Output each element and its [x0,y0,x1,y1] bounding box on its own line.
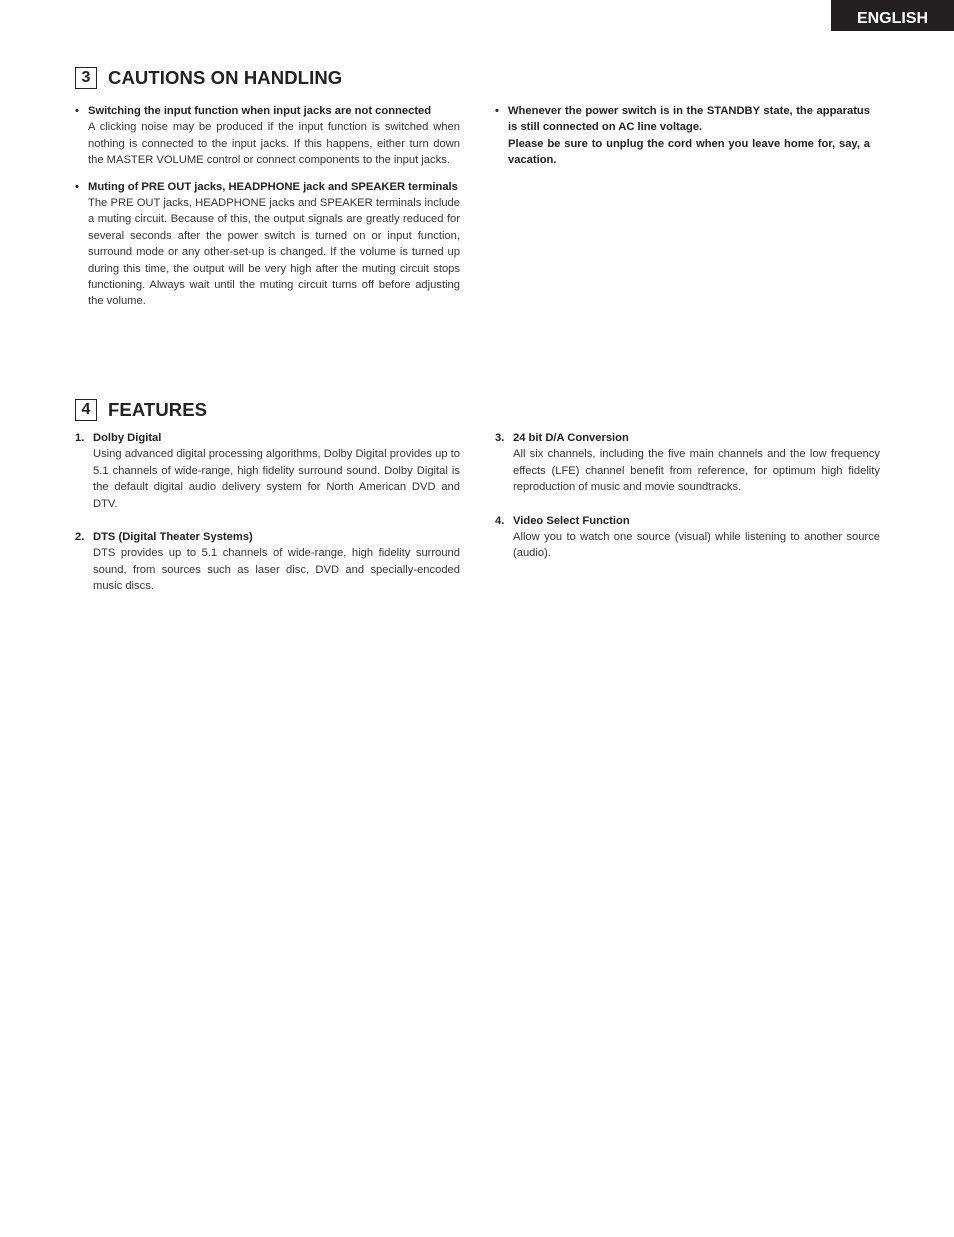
feature-item [495,430,880,496]
features-left-column [75,430,460,612]
cautions-left-column [75,103,460,320]
language-tab: ENGLISH [831,0,954,31]
feature-body: All six channels, including the five main channels and the low frequency effects (LFE) channel benefit from reference, for optimum high fidelity reproduction of music and movie soundtracks. [513,448,880,494]
feature-heading: 24 bit D/A Conversion [513,432,629,444]
feature-body: Using advanced digital processing algorithms, Dolby Digital provides up to 5.1 channels of wide-range, high fidelity surround sound. Dolby Digital is the default digital audio delivery system for North American DVD and DTV. [93,448,460,510]
feature-heading: DTS (Digital Theater Systems) [93,531,253,544]
feature-number: 2. [75,531,85,544]
section-number-badge: 4 [75,399,97,421]
caution-body: A clicking noise may be produced if the input function is switched when nothing is connected to the input jacks. If this happens, either turn down the MASTER VOLUME control or connect components to the input jacks. [88,121,460,167]
feature-item [75,430,460,512]
caution-item [495,103,870,169]
bullet-icon: • [495,105,499,117]
bullet-icon: • [75,180,79,193]
features-right-column [495,430,880,579]
section-title: FEATURES [108,399,208,420]
feature-heading: Video Select Function [513,514,630,527]
feature-body: Allow you to watch one source (visual) while listening to another source (audio). [513,531,880,560]
feature-heading: Dolby Digital [93,432,162,444]
cautions-section-header [75,67,342,89]
feature-number: 1. [75,432,85,444]
caution-body: Please be sure to unplug the cord when you leave home for, say, a vacation. [508,137,870,167]
feature-item [495,513,880,562]
caution-item [75,179,460,310]
feature-item [75,529,460,595]
feature-number: 3. [495,432,505,444]
cautions-right-column [495,103,870,179]
feature-body: DTS provides up to 5.1 channels of wide-range, high fidelity surround sound, from sources such as laser disc, DVD and specially-encoded music discs. [93,547,460,593]
caution-body: The PRE OUT jacks, HEADPHONE jacks and SPEAKER terminals include a muting circuit. Because of this, the output signals are greatly reduced for several seconds after the power switch is turned on or input function, surround mode or any other-set-up is changed. If the volume is turned up during this time, the output will be very high after the muting circuit stops functioning. Always wait until the muting circuit turns off before adjusting the volume. [88,197,460,308]
caution-item [75,103,460,169]
caution-heading: Switching the input function when input jacks are not connected [88,105,432,117]
features-section-header [75,399,207,421]
feature-number: 4. [495,514,505,527]
bullet-icon: • [75,105,79,117]
section-number-badge: 3 [75,67,97,89]
caution-heading: Muting of PRE OUT jacks, HEADPHONE jack and SPEAKER terminals [88,180,458,193]
section-title: CAUTIONS ON HANDLING [108,67,343,88]
caution-heading: Whenever the power switch is in the STANDBY state, the apparatus is still connected on AC line voltage. [508,105,870,134]
